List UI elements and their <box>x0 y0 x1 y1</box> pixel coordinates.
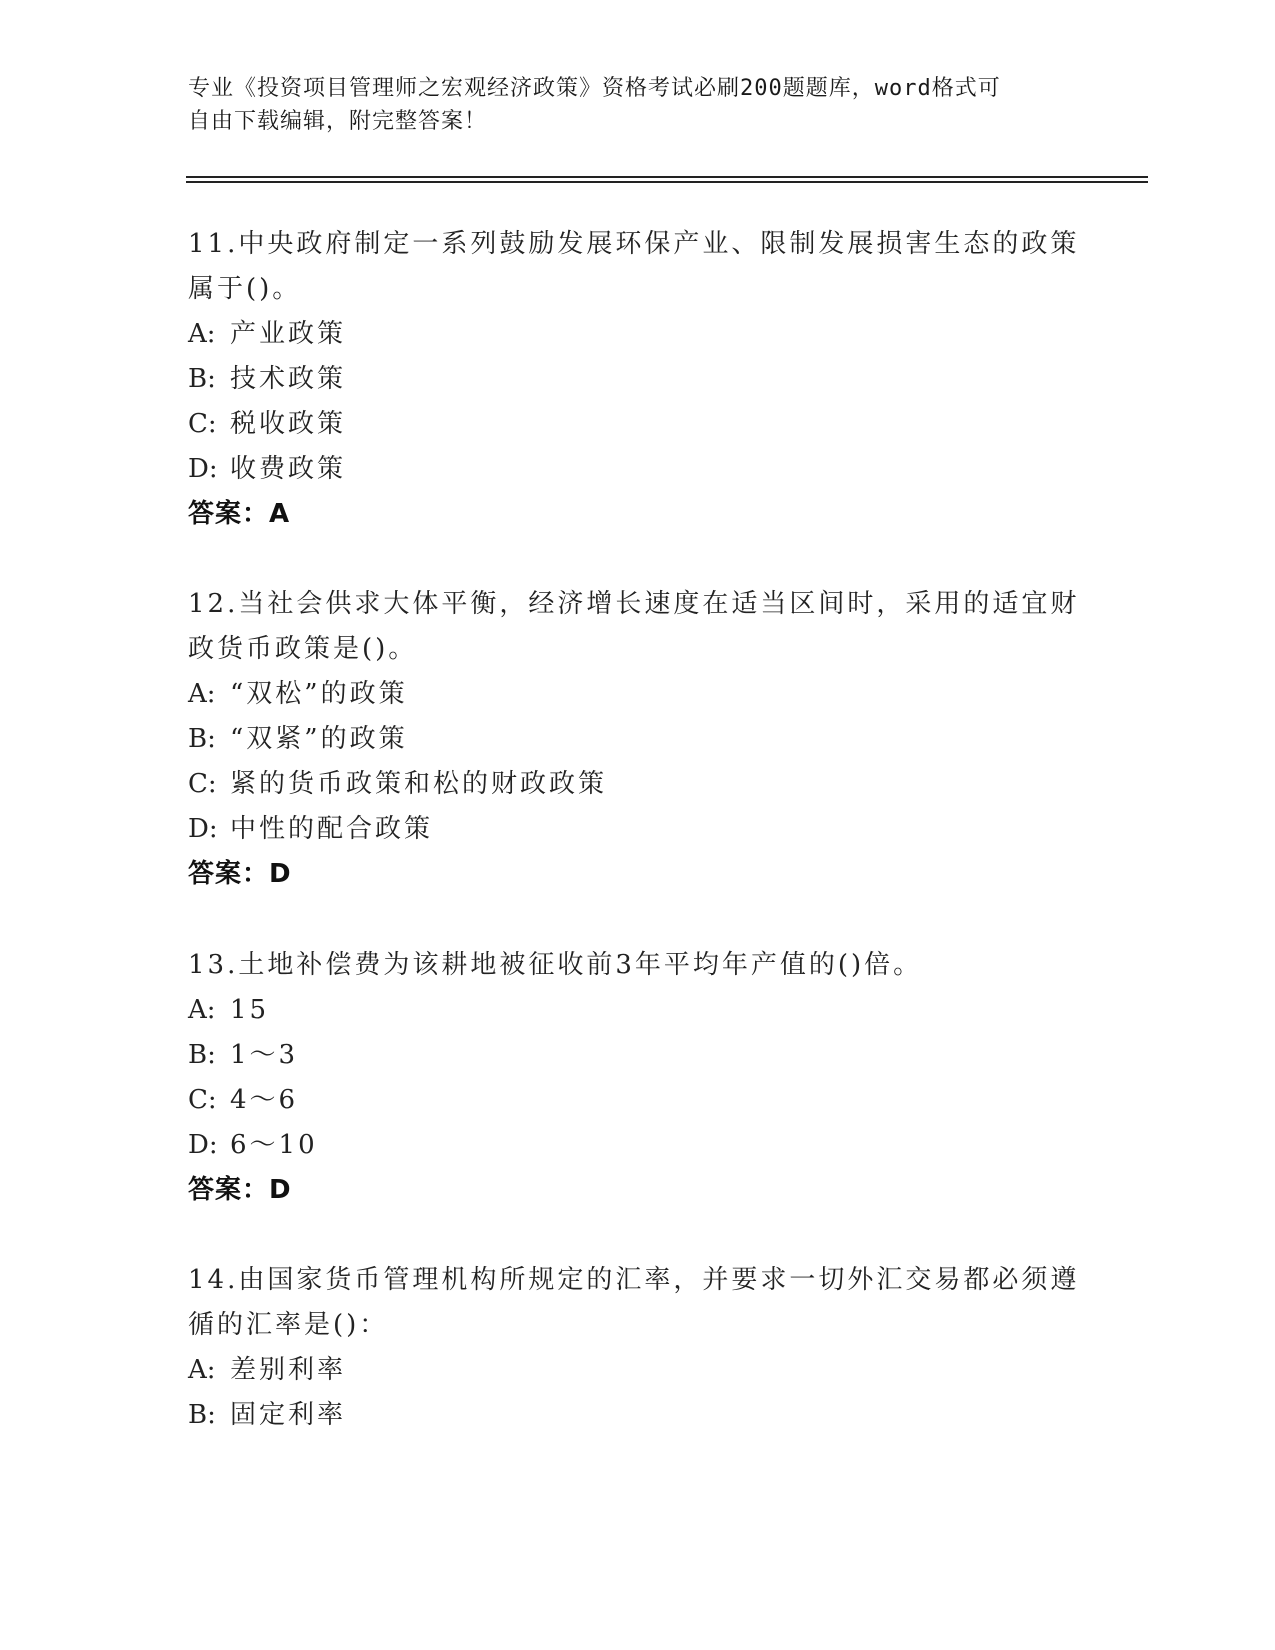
option-a <box>188 988 1088 1033</box>
header-line-1: 专业《投资项目管理师之宏观经济政策》资格考试必刷200题题库，word格式可 <box>188 76 1001 101</box>
option-b <box>188 1033 1088 1078</box>
option-d <box>188 447 1088 492</box>
header-divider-bottom <box>186 181 1148 183</box>
document-header <box>188 72 1088 138</box>
option-key: A: <box>188 1355 216 1385</box>
option-key: C: <box>188 409 217 439</box>
option-key: B: <box>188 364 216 394</box>
option-text: “双紧”的政策 <box>230 724 408 754</box>
answer-line: 答案：D <box>188 1175 292 1205</box>
option-key: B: <box>188 724 216 754</box>
option-text: 差别利率 <box>230 1355 347 1385</box>
option-text: 15 <box>230 995 270 1025</box>
option-key: C: <box>188 769 217 799</box>
option-c <box>188 762 1088 807</box>
option-key: D: <box>188 814 218 844</box>
option-text: “双松”的政策 <box>230 679 408 709</box>
option-text: 4～6 <box>230 1085 299 1115</box>
option-text: 紧的货币政策和松的财政政策 <box>230 769 608 799</box>
question-stem-line: 11.中央政府制定一系列鼓励发展环保产业、限制发展损害生态的政策 <box>188 229 1080 259</box>
option-b <box>188 717 1088 762</box>
option-c <box>188 1078 1088 1123</box>
option-text: 技术政策 <box>230 364 347 394</box>
option-key: D: <box>188 1130 218 1160</box>
option-a <box>188 672 1088 717</box>
question-13 <box>188 943 1088 1213</box>
option-c <box>188 402 1088 447</box>
question-stem-line: 14.由国家货币管理机构所规定的汇率，并要求一切外汇交易都必须遵 <box>188 1265 1080 1295</box>
option-key: B: <box>188 1400 216 1430</box>
question-stem-line: 13.土地补偿费为该耕地被征收前3年平均年产值的()倍。 <box>188 950 923 980</box>
option-text: 中性的配合政策 <box>230 814 434 844</box>
question-stem-line: 属于()。 <box>188 274 302 304</box>
option-text: 收费政策 <box>230 454 347 484</box>
option-d <box>188 807 1088 852</box>
option-b <box>188 1393 1088 1438</box>
header-line-2: 自由下载编辑，附完整答案！ <box>188 109 488 134</box>
option-text: 固定利率 <box>230 1400 347 1430</box>
question-14 <box>188 1258 1088 1438</box>
option-text: 1～3 <box>230 1040 299 1070</box>
option-key: A: <box>188 679 216 709</box>
option-text: 6～10 <box>230 1130 318 1160</box>
option-key: A: <box>188 995 216 1025</box>
question-11 <box>188 222 1088 537</box>
option-text: 产业政策 <box>230 319 347 349</box>
option-b <box>188 357 1088 402</box>
option-text: 税收政策 <box>230 409 347 439</box>
option-a <box>188 312 1088 357</box>
question-stem-line: 循的汇率是()： <box>188 1310 389 1340</box>
question-12 <box>188 582 1088 897</box>
header-divider-top <box>186 176 1148 178</box>
option-key: C: <box>188 1085 217 1115</box>
option-key: B: <box>188 1040 216 1070</box>
option-key: A: <box>188 319 216 349</box>
question-stem-line: 政货币政策是()。 <box>188 634 418 664</box>
option-d <box>188 1123 1088 1168</box>
answer-line: 答案：D <box>188 859 292 889</box>
option-a <box>188 1348 1088 1393</box>
answer-line: 答案：A <box>188 499 291 529</box>
question-stem-line: 12.当社会供求大体平衡，经济增长速度在适当区间时，采用的适宜财 <box>188 589 1080 619</box>
option-key: D: <box>188 454 218 484</box>
